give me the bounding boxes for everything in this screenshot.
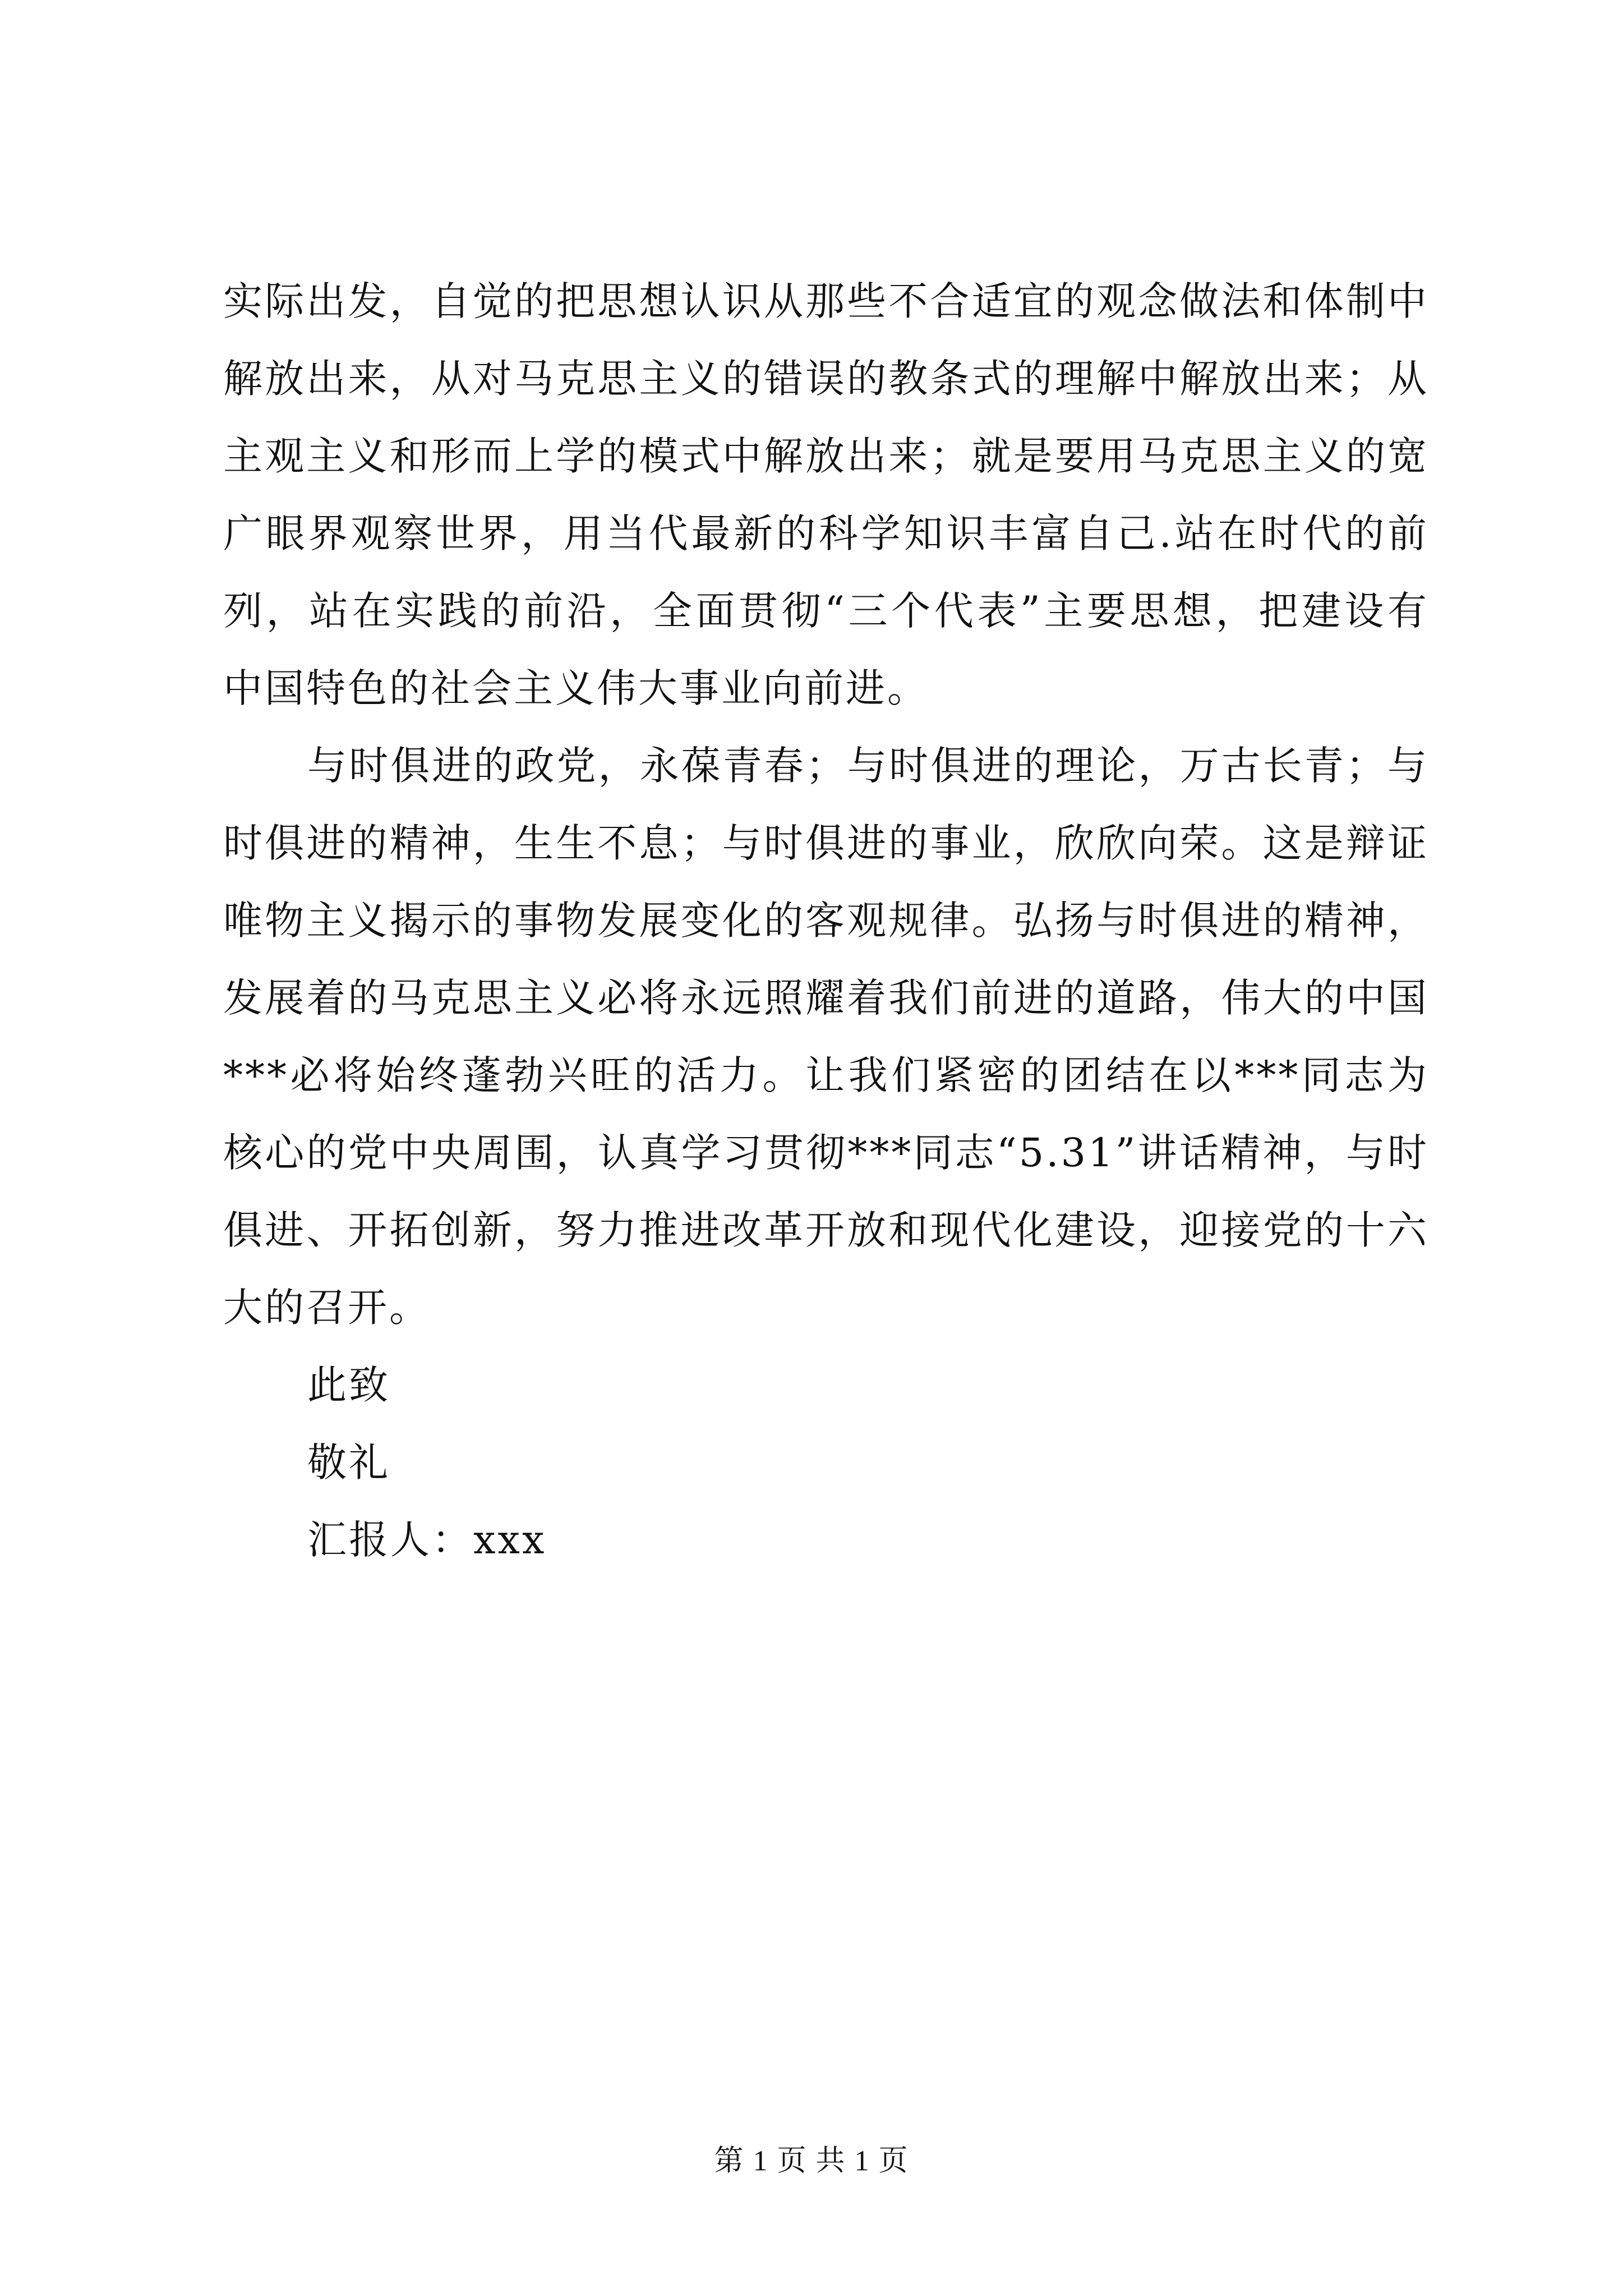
page-number-indicator: 第 1 页 共 1 页	[714, 2145, 909, 2177]
closing-salutation: 此致	[307, 1362, 390, 1408]
document-body	[223, 263, 1429, 1579]
closing-regards: 敬礼	[307, 1439, 390, 1485]
page-footer	[0, 2142, 1623, 2181]
paragraph-2: 与时俱进的政党，永葆青春；与时俱进的理论，万古长青；与时俱进的精神，生生不息；与时俱进的事业，欣欣向荣。这是辩证唯物主义揭示的事物发展变化的客观规律。弘扬与时俱进的精神，发展着的马克思主义必将永远照耀着我们前进的道路，伟大的中国***必将始终蓬勃兴旺的活力。让我们紧密的团结在以***同志为核心的党中央周围，认真学习贯彻***同志“5.31”讲话精神，与时俱进、开拓创新，努力推进改革开放和现代化建设，迎接党的十六大的召开。	[223, 743, 1429, 1331]
paragraph-1: 实际出发，自觉的把思想认识从那些不合适宜的观念做法和体制中解放出来，从对马克思主义的错误的教条式的理解中解放出来；从主观主义和形而上学的模式中解放出来；就是要用马克思主义的宽广眼界观察世界，用当代最新的科学知识丰富自己.站在时代的前列，站在实践的前沿，全面贯彻“三个代表”主要思想，把建设有中国特色的社会主义伟大事业向前进。	[223, 278, 1429, 711]
reporter-signature: 汇报人：xxx	[307, 1517, 547, 1563]
